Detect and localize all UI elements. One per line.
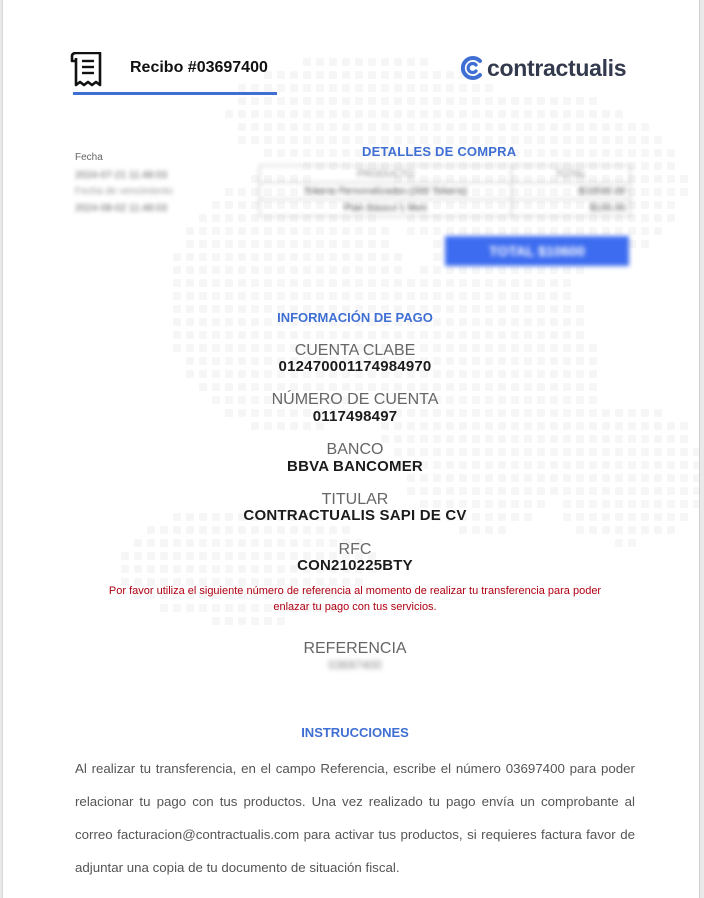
receipt-title: Recibo #03697400 bbox=[130, 59, 268, 76]
payment-info-title: INFORMACIÓN DE PAGO bbox=[277, 310, 433, 325]
clabe-value: 012470001174984970 bbox=[278, 358, 432, 375]
receipt-icon bbox=[69, 52, 107, 88]
reference-notice bbox=[81, 583, 629, 615]
contractualis-logo-icon bbox=[458, 54, 486, 82]
amount-cell: $100.00 bbox=[512, 200, 631, 217]
purchase-table bbox=[259, 165, 631, 217]
amount-cell: $10500.00 bbox=[512, 183, 631, 200]
reference-notice-line-1: Por favor utiliza el siguiente número de referencia al momento de realizar tu transferencia para poder bbox=[108, 585, 602, 597]
column-header-total: TOTAL bbox=[512, 166, 631, 183]
instructions-text: Al realizar tu transferencia, en el campo Referencia, escribe el número 03697400 para poder relacionar tu pago con tus productos. Una vez realizado tu pago envía un comprobante al correo facturacion@contractualis.com para activar tus productos, si requieres factura favor de adjuntar una copia de tu documento de situación fiscal. bbox=[75, 761, 635, 875]
fecha-value: 2024-07-21 11:48:03 bbox=[75, 170, 168, 181]
total-badge: TOTAL $10600 bbox=[445, 236, 629, 266]
brand-logo bbox=[458, 54, 626, 82]
clabe-label: CUENTA CLABE bbox=[294, 342, 416, 359]
brand-name: contractualis bbox=[487, 54, 627, 81]
reference-notice-line-2: enlazar tu pago con tus servicios. bbox=[273, 601, 437, 613]
rfc-label: RFC bbox=[338, 541, 372, 558]
reference-label: REFERENCIA bbox=[303, 640, 407, 657]
reference-value: 03697400 bbox=[328, 658, 382, 672]
account-number-value: 0117498497 bbox=[312, 408, 398, 425]
product-cell: Plan Básico 1 Mes bbox=[260, 200, 512, 217]
instructions-title: INSTRUCCIONES bbox=[301, 725, 409, 740]
receipt-page bbox=[2, 0, 700, 898]
bank-label: BANCO bbox=[326, 441, 384, 458]
rfc-value: CON210225BTY bbox=[297, 557, 413, 574]
vencimiento-value: 2024-08-02 11:48:03 bbox=[75, 203, 168, 214]
column-header-product: PRODUCTO bbox=[260, 166, 512, 183]
fecha-label: Fecha bbox=[75, 152, 103, 163]
holder-value: CONTRACTUALIS SAPI DE CV bbox=[243, 507, 467, 524]
purchase-details-title: DETALLES DE COMPRA bbox=[362, 144, 517, 159]
vencimiento-label: Fecha de vencimiento bbox=[75, 186, 173, 197]
holder-label: TITULAR bbox=[321, 491, 389, 508]
bank-value: BBVA BANCOMER bbox=[287, 458, 423, 475]
header-underline bbox=[73, 92, 277, 95]
account-number-label: NÚMERO DE CUENTA bbox=[271, 391, 439, 408]
product-cell: Tokens Personalizados (300 Tokens) bbox=[260, 183, 512, 200]
table-row bbox=[260, 183, 631, 200]
table-row bbox=[260, 200, 631, 217]
